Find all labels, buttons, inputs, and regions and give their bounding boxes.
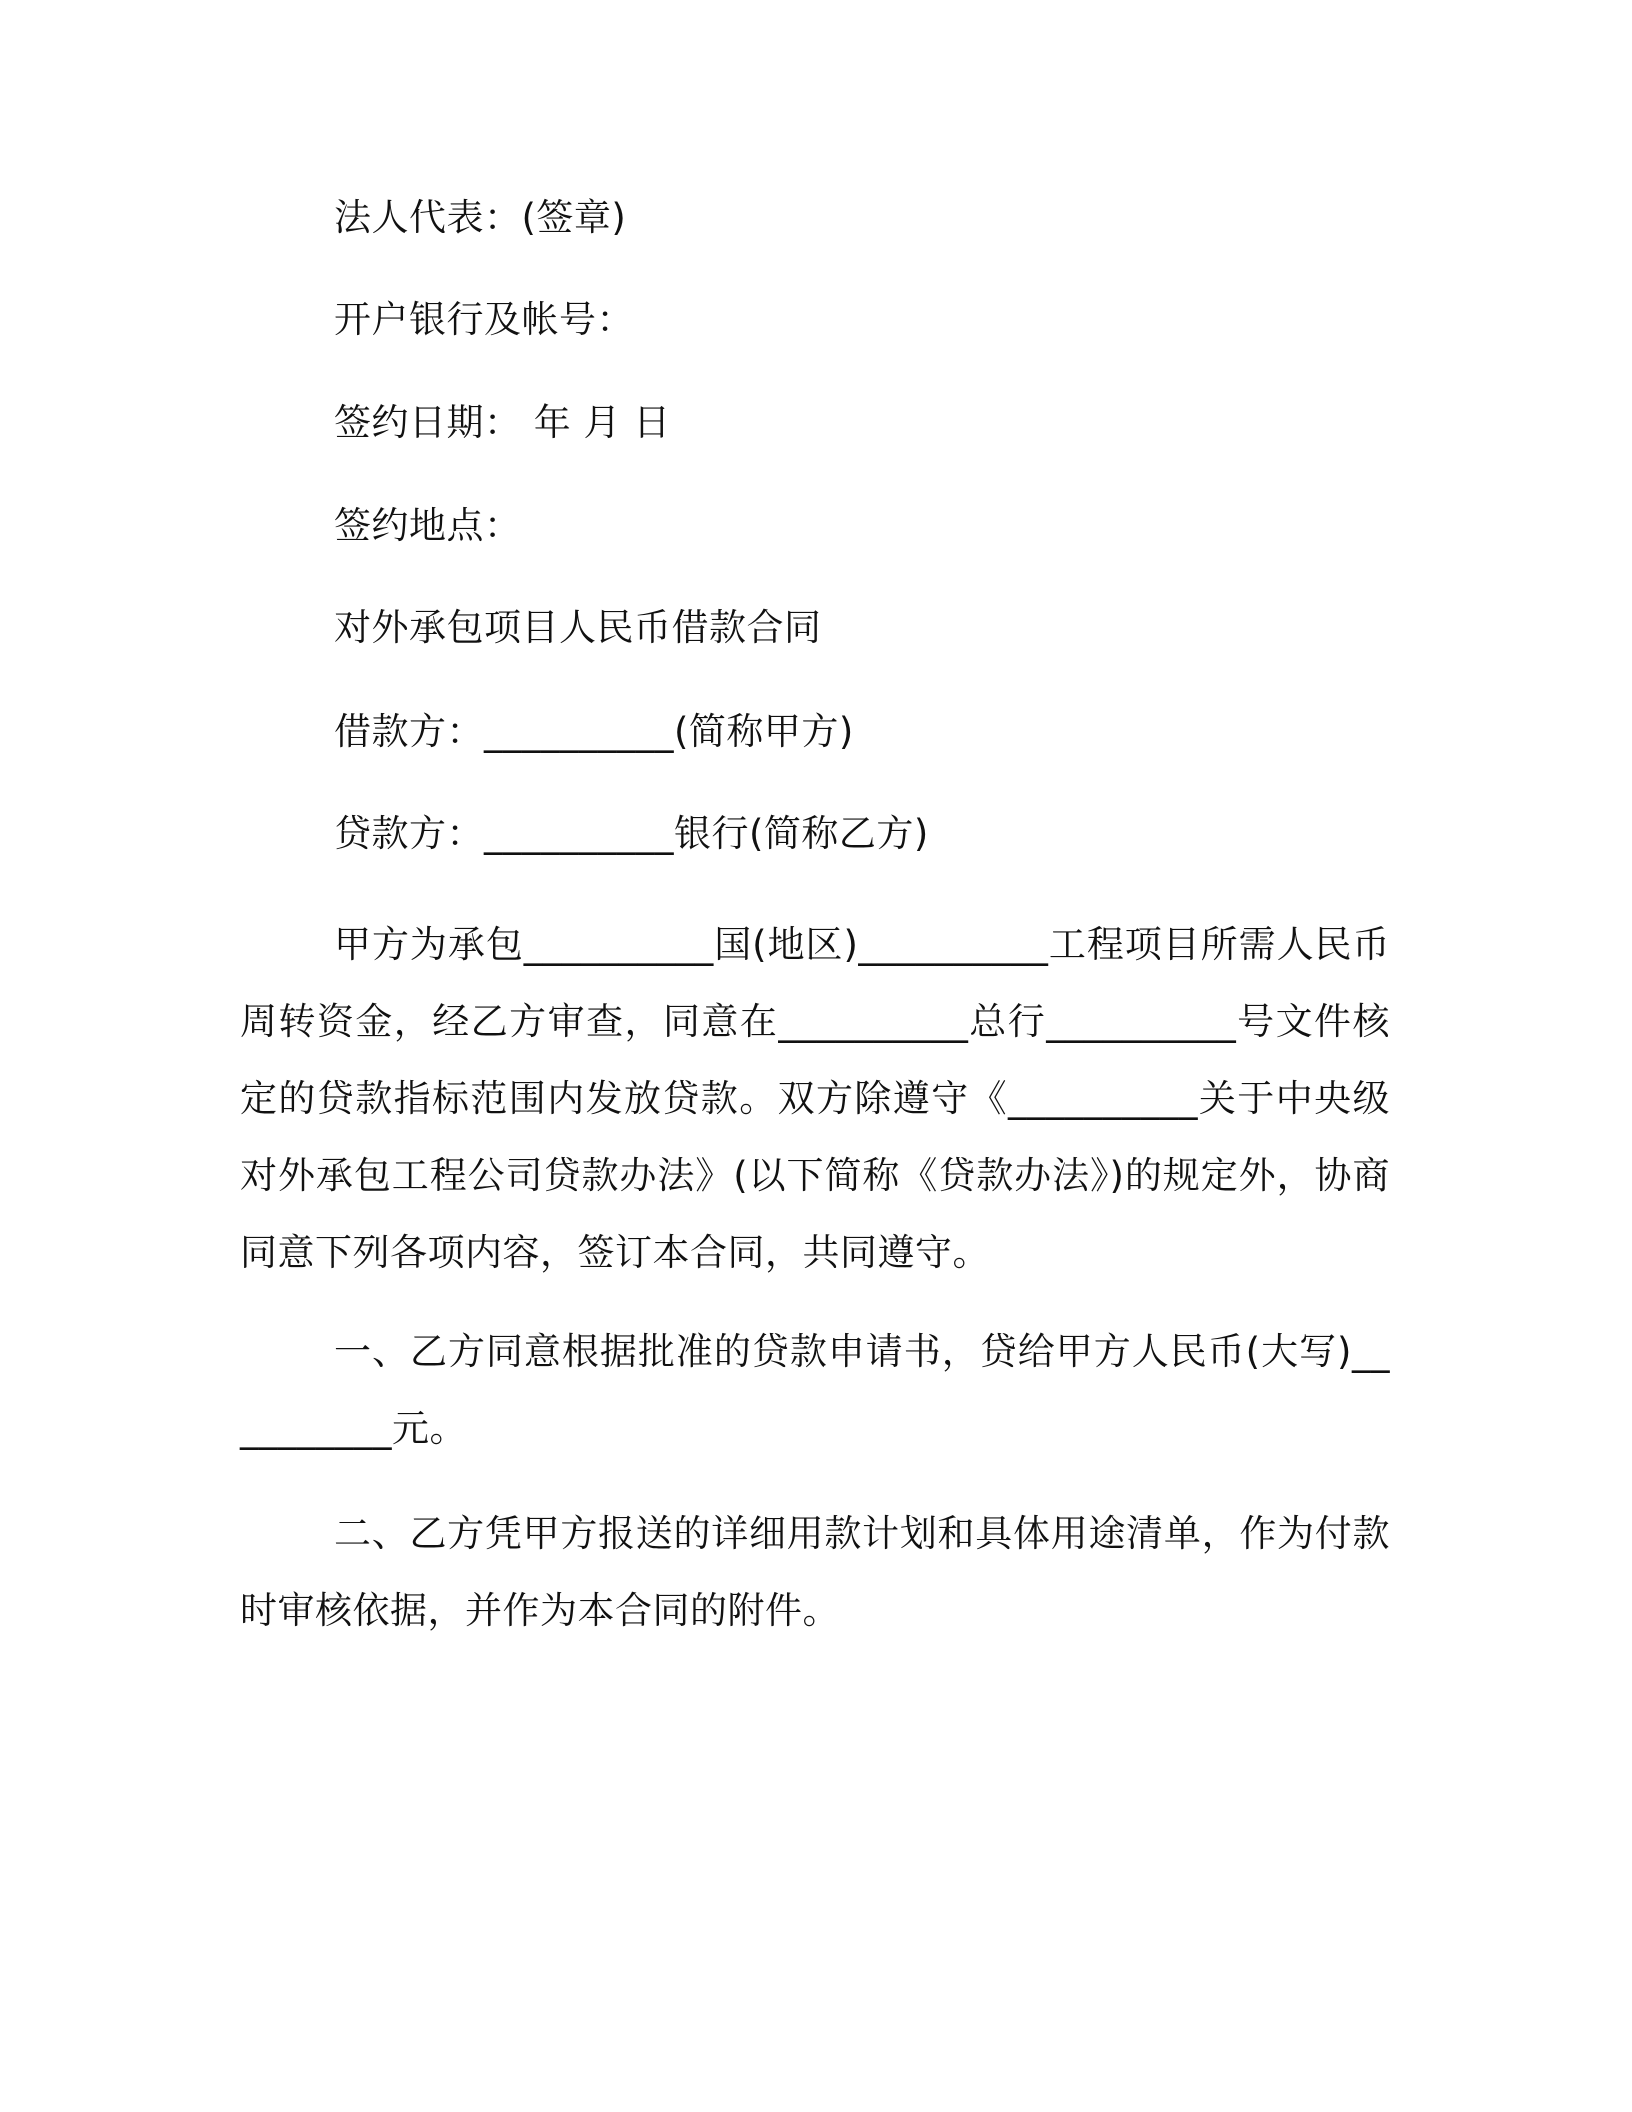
bank-account-line: 开户银行及帐号： xyxy=(334,298,634,341)
legal-representative-line: 法人代表：(签章) xyxy=(334,196,627,239)
intro-paragraph: 甲方为承包__________国(地区)__________工程项目所需人民币周转资金，经乙方审查，同意在__________总行__________号文件核定的贷款指标范围内发放贷款。双方除遵守《__________关于中央级对外承包工程公司贷款办法》(以下简称《贷款办法》)的规定外，协商同意下列各项内容，签订本合同，共同遵守。 xyxy=(240,923,1390,1274)
signing-place-line: 签约地点： xyxy=(334,504,522,547)
contract-title: 对外承包项目人民币借款合同 xyxy=(334,606,822,649)
borrower-line: 借款方：__________(简称甲方) xyxy=(334,710,854,753)
clause-2-paragraph: 二、乙方凭甲方报送的详细用款计划和具体用途清单，作为付款时审核依据，并作为本合同的附件。 xyxy=(240,1512,1390,1632)
signing-date-line: 签约日期： 年 月 日 xyxy=(334,401,671,444)
lender-line: 贷款方：__________银行(简称乙方) xyxy=(334,812,929,855)
clause-1-paragraph: 一、乙方同意根据批准的贷款申请书，贷给甲方人民币(大写)__________元。 xyxy=(240,1330,1390,1450)
